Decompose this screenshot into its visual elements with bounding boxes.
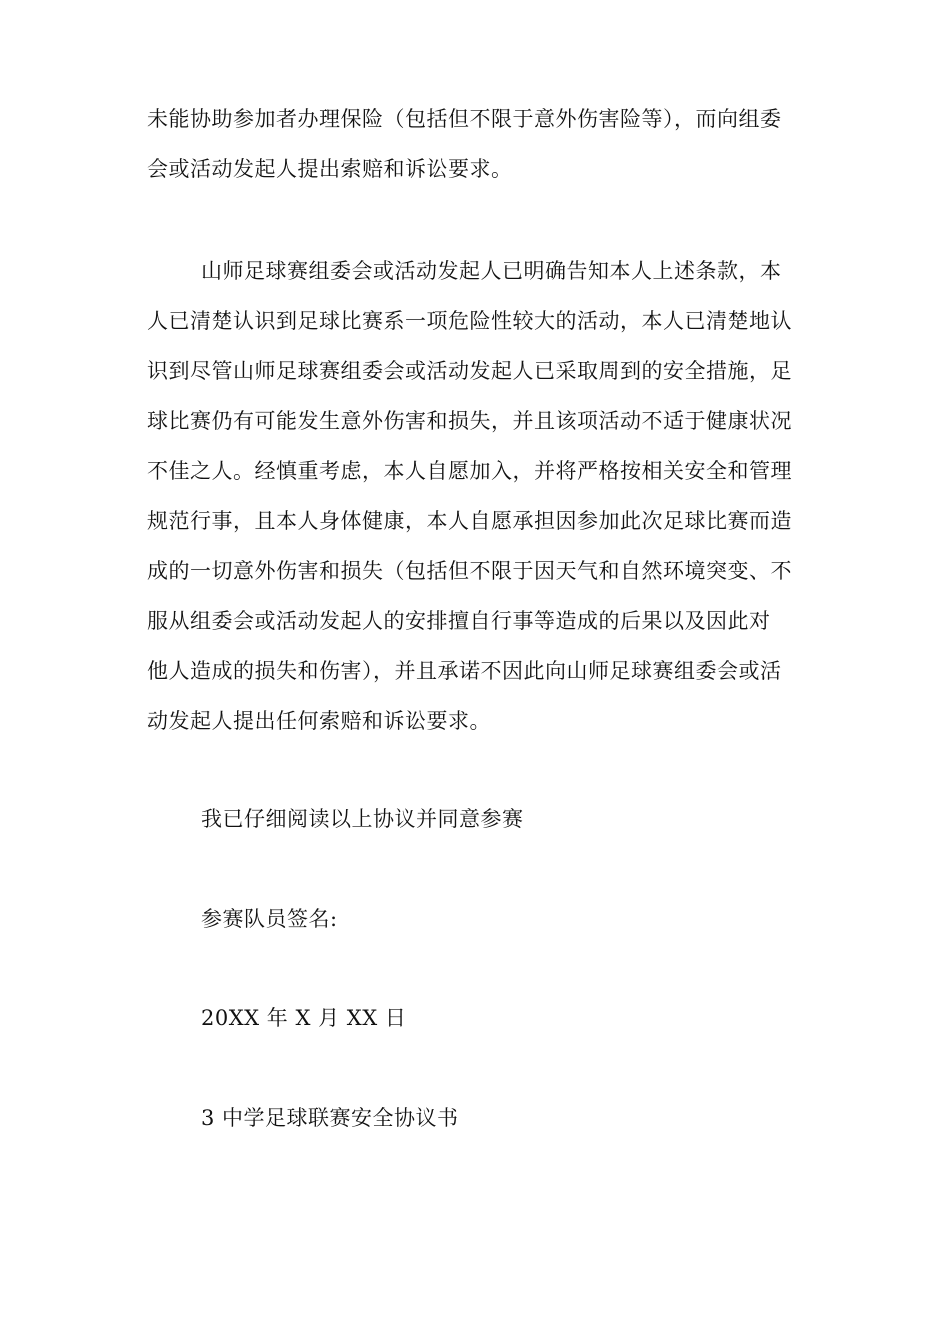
paragraph-2-line-4: 球比赛仍有可能发生意外伤害和损失，并且该项活动不适于健康状况 bbox=[147, 409, 792, 433]
paragraph-2-line-10: 动发起人提出任何索赔和诉讼要求。 bbox=[147, 709, 491, 733]
paragraph-2-line-5: 不佳之人。经慎重考虑，本人自愿加入，并将严格按相关安全和管理 bbox=[147, 459, 792, 483]
next-section-title: 3 中学足球联赛安全协议书 bbox=[201, 1106, 459, 1130]
paragraph-1-line-1: 未能协助参加者办理保险（包括但不限于意外伤害险等），而向组委 bbox=[147, 107, 782, 131]
signature-label: 参赛队员签名: bbox=[201, 907, 338, 931]
paragraph-2-line-6: 规范行事，且本人身体健康，本人自愿承担因参加此次足球比赛而造 bbox=[147, 509, 792, 533]
paragraph-2-line-2: 人已清楚认识到足球比赛系一项危险性较大的活动，本人已清楚地认 bbox=[147, 309, 792, 333]
paragraph-2-line-1: 山师足球赛组委会或活动发起人已明确告知本人上述条款，本 bbox=[201, 259, 782, 283]
paragraph-2-line-8: 服从组委会或活动发起人的安排擅自行事等造成的后果以及因此对 bbox=[147, 609, 771, 633]
agreement-statement: 我已仔细阅读以上协议并同意参赛 bbox=[201, 807, 524, 831]
paragraph-2-line-7: 成的一切意外伤害和损失（包括但不限于因天气和自然环境突变、不 bbox=[147, 559, 792, 583]
date-line: 20XX 年 X 月 XX 日 bbox=[201, 1006, 407, 1030]
paragraph-1-line-2: 会或活动发起人提出索赔和诉讼要求。 bbox=[147, 157, 513, 181]
paragraph-2-line-3: 识到尽管山师足球赛组委会或活动发起人已采取周到的安全措施，足 bbox=[147, 359, 792, 383]
paragraph-2-line-9: 他人造成的损失和伤害），并且承诺不因此向山师足球赛组委会或活 bbox=[147, 659, 782, 683]
